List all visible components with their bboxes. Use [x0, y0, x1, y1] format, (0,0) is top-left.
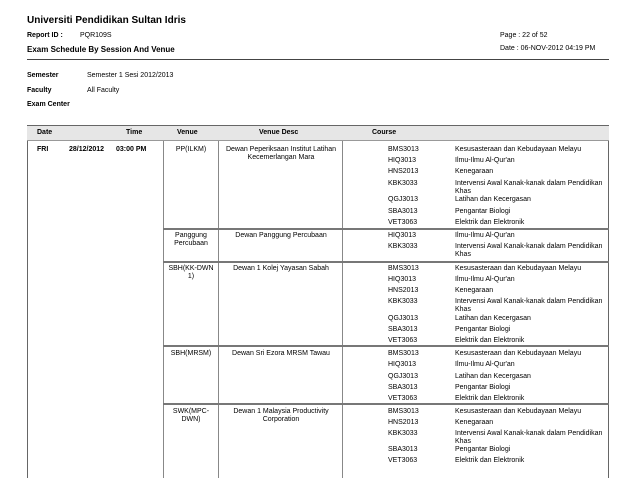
session-time: 03:00 PM	[116, 146, 147, 153]
course-code: KBK3033	[388, 298, 418, 305]
semester-label: Semester	[27, 72, 59, 79]
col-header-date: Date	[37, 129, 53, 136]
course-name: Intervensi Awal Kanak-kanak dalam Pendidikan Khas	[455, 243, 603, 258]
course-code: VET3063	[388, 337, 418, 344]
course-code: SBA3013	[388, 384, 418, 391]
course-name: Kesusasteraan dan Kebudayaan Melayu	[455, 408, 582, 415]
venue-separator	[163, 345, 609, 347]
report-date: Date : 06-NOV-2012 04:19 PM	[500, 45, 596, 52]
venue-code: Panggung Percubaan	[174, 232, 208, 247]
course-name: Elektrik dan Elektronik	[455, 219, 525, 226]
session-day: FRI	[37, 146, 49, 153]
course-code: HIQ3013	[388, 232, 417, 239]
course-code: BMS3013	[388, 265, 419, 272]
course-code: BMS3013	[388, 408, 419, 415]
course-code: HIQ3013	[388, 157, 417, 164]
course-code: HNS2013	[388, 168, 419, 175]
venue-desc: Dewan 1 Kolej Yayasan Sabah	[233, 265, 329, 272]
venue-left-divider	[163, 141, 164, 478]
course-name: Pengantar Biologi	[455, 446, 511, 453]
col-header-time: Time	[126, 129, 143, 136]
course-code: QGJ3013	[388, 373, 418, 380]
report-title: Exam Schedule By Session And Venue	[27, 45, 175, 54]
col-header-venue-desc: Venue Desc	[259, 129, 299, 136]
course-code: BMS3013	[388, 350, 419, 357]
venue-separator	[163, 228, 609, 230]
semester-value: Semester 1 Sesi 2012/2013	[87, 72, 174, 79]
session-date: 28/12/2012	[69, 146, 105, 153]
course-name: Elektrik dan Elektronik	[455, 395, 525, 402]
course-name: Pengantar Biologi	[455, 384, 511, 391]
venue-separator	[163, 403, 609, 405]
course-code: KBK3033	[388, 180, 418, 187]
header-divider	[27, 59, 609, 60]
university-name: Universiti Pendidikan Sultan Idris	[27, 15, 186, 26]
course-code: VET3063	[388, 457, 418, 464]
faculty-value: All Faculty	[87, 87, 120, 94]
faculty-label: Faculty	[27, 87, 52, 94]
course-code: QGJ3013	[388, 315, 418, 322]
course-name: Ilmu-Ilmu Al-Qur'an	[455, 276, 515, 283]
course-code: KBK3033	[388, 243, 418, 250]
course-code: KBK3033	[388, 430, 418, 437]
venue-desc: Dewan Panggung Percubaan	[235, 232, 327, 239]
exam-center-label: Exam Center	[27, 101, 70, 108]
course-name: Intervensi Awal Kanak-kanak dalam Pendidikan Khas	[455, 430, 603, 445]
venue-separator	[163, 261, 609, 263]
venue-right-divider	[218, 141, 219, 478]
course-name: Intervensi Awal Kanak-kanak dalam Pendidikan Khas	[455, 180, 603, 195]
course-name: Latihan dan Kecergasan	[455, 373, 531, 380]
report-id-value: PQR109S	[80, 32, 112, 39]
course-name: Kesusasteraan dan Kebudayaan Melayu	[455, 350, 582, 357]
course-name: Pengantar Biologi	[455, 326, 511, 333]
course-name: Kesusasteraan dan Kebudayaan Melayu	[455, 146, 582, 153]
course-name: Kenegaraan	[455, 419, 494, 426]
course-name: Elektrik dan Elektronik	[455, 337, 525, 344]
course-name: Kenegaraan	[455, 287, 494, 294]
col-header-course: Course	[372, 129, 397, 136]
course-code: SBA3013	[388, 446, 418, 453]
desc-right-divider	[342, 141, 343, 478]
venue-code: SBH(KK-DWN 1)	[168, 265, 214, 280]
venue-code: SWK(MPC-DWN)	[172, 408, 210, 423]
course-name: Intervensi Awal Kanak-kanak dalam Pendidikan Khas	[455, 298, 603, 313]
course-name: Ilmu-Ilmu Al-Qur'an	[455, 361, 515, 368]
course-name: Ilmu-Ilmu Al-Qur'an	[455, 157, 515, 164]
course-name: Elektrik dan Elektronik	[455, 457, 525, 464]
page-number: Page : 22 of 52	[500, 32, 548, 39]
course-name: Pengantar Biologi	[455, 208, 511, 215]
course-name: Latihan dan Kecergasan	[455, 196, 531, 203]
venue-desc: Dewan 1 Malaysia Productivity Corporation	[233, 408, 329, 423]
course-name: Latihan dan Kecergasan	[455, 315, 531, 322]
report-id-label: Report ID :	[27, 32, 63, 39]
course-code: VET3063	[388, 219, 418, 226]
course-code: SBA3013	[388, 208, 418, 215]
course-code: HNS2013	[388, 419, 419, 426]
venue-code: SBH(MRSM)	[170, 350, 212, 357]
venue-code: PP(ILKM)	[175, 146, 207, 153]
table-header-row	[27, 126, 609, 141]
venue-desc: Dewan Peperiksaan Institut Latihan Kecemerlangan Mara	[225, 146, 337, 161]
course-code: HIQ3013	[388, 276, 417, 283]
course-name: Kesusasteraan dan Kebudayaan Melayu	[455, 265, 582, 272]
col-header-venue: Venue	[177, 129, 198, 136]
course-code: SBA3013	[388, 326, 418, 333]
course-code: HIQ3013	[388, 361, 417, 368]
course-code: VET3063	[388, 395, 418, 402]
course-name: Kenegaraan	[455, 168, 494, 175]
course-code: HNS2013	[388, 287, 419, 294]
course-code: BMS3013	[388, 146, 419, 153]
course-code: QGJ3013	[388, 196, 418, 203]
venue-desc: Dewan Sri Ezora MRSM Tawau	[232, 350, 330, 357]
course-name: Ilmu-Ilmu Al-Qur'an	[455, 232, 515, 239]
